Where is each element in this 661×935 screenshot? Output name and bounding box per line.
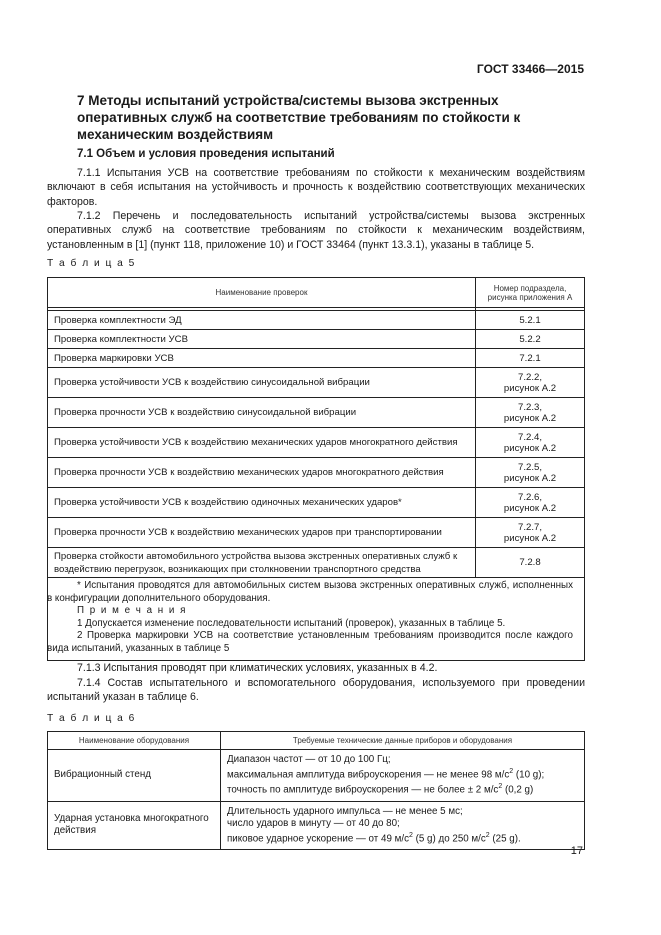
paragraph-7-1-2: 7.1.2 Перечень и последовательность испытаний устройства/системы вызова экстренных оперативных служб на соответствие требованиям по стойкости к механическим воздействиям, установленным в [1] (пункт 118, приложение 10) и ГОСТ 33464 (пункт 13.3.1), указаны в таблице 5. xyxy=(47,210,585,251)
check-name: Проверка комплектности УСВ xyxy=(48,330,476,349)
check-ref: 7.2.3, рисунок А.2 xyxy=(476,398,585,428)
table-row xyxy=(48,488,585,518)
table-row xyxy=(48,801,585,849)
page-number: 17 xyxy=(570,845,583,857)
subsection-title: 7.1 Объем и условия проведения испытаний xyxy=(77,148,335,160)
table5-caption: Т а б л и ц а 5 xyxy=(47,258,136,269)
note-1: 1 Допускается изменение последовательности испытаний (проверок), указанных в таблице 5. xyxy=(77,617,506,629)
check-ref: 7.2.4, рисунок А.2 xyxy=(476,428,585,458)
table-row xyxy=(48,518,585,548)
note-2: 2 Проверка маркировки УСВ на соответствие установленным требованиям производится после каждого вида испытаний, указанных в таблице 5 xyxy=(47,630,573,654)
table5-footnote: * Испытания проводятся для автомобильных систем вызова экстренных оперативных служб, исполненных в конфигурации дополнительного оборудования. xyxy=(47,580,573,604)
table5-notes xyxy=(47,580,573,655)
equipment-name: Вибрационный стенд xyxy=(48,750,221,802)
equipment-specs: Длительность ударного импульса — не менее 5 мс; число ударов в минуту — от 40 до 80; пиковое ударное ускорение — от 49 $м/с^2$ (5 g) до 250 $м/с^2$ (25 g). xyxy=(221,801,585,849)
table-row xyxy=(48,330,585,349)
table6-header-row xyxy=(48,732,585,750)
notes-label: П р и м е ч а н и я xyxy=(77,605,187,616)
check-name: Проверка прочности УСВ к воздействию механических ударов многократного действия xyxy=(48,458,476,488)
table-row xyxy=(48,349,585,368)
table5-col-ref: Номер подраздела, рисунка приложения А xyxy=(476,278,585,308)
check-name: Проверка маркировки УСВ xyxy=(48,349,476,368)
table-row xyxy=(48,368,585,398)
table5-col-name: Наименование проверок xyxy=(48,278,476,308)
check-ref: 5.2.2 xyxy=(476,330,585,349)
check-name: Проверка стойкости автомобильного устройства вызова экстренных оперативных служб к воздействию перегрузок, возникающих при столкновении транспортного средства xyxy=(48,548,476,578)
equipment-specs: Диапазон частот — от 10 до 100 Гц; максимальная амплитуда виброускорения — не менее 98 $м/с^2$ (10 g); точность по амплитуде виброускорения — не более ± 2 $м/с^2$ (0,2 g) xyxy=(221,750,585,802)
paragraph-7-1-3: 7.1.3 Испытания проводят при климатических условиях, указанных в 4.2. xyxy=(77,662,438,674)
table6-caption: Т а б л и ц а 6 xyxy=(47,713,136,724)
check-name: Проверка прочности УСВ к воздействию синусоидальной вибрации xyxy=(48,398,476,428)
table-row xyxy=(48,750,585,802)
table6-col-equipment: Наименование оборудования xyxy=(48,732,221,750)
check-name: Проверка прочности УСВ к воздействию механических ударов при транспортировании xyxy=(48,518,476,548)
check-ref: 7.2.6, рисунок А.2 xyxy=(476,488,585,518)
check-ref: 7.2.5, рисунок А.2 xyxy=(476,458,585,488)
table-row xyxy=(48,428,585,458)
table5-header-row xyxy=(48,278,585,308)
check-name: Проверка устойчивости УСВ к воздействию синусоидальной вибрации xyxy=(48,368,476,398)
paragraph-7-1-1: 7.1.1 Испытания УСВ на соответствие требованиям по стойкости к механическим воздействиям включают в себя испытания на устойчивость и прочность к воздействию соответствующих механических факторов. xyxy=(47,167,585,208)
table-6 xyxy=(47,731,585,850)
check-ref: 7.2.8 xyxy=(476,548,585,578)
table-row xyxy=(48,548,585,578)
table-row xyxy=(48,311,585,330)
document-id: ГОСТ 33466—2015 xyxy=(476,62,584,76)
check-ref: 5.2.1 xyxy=(476,311,585,330)
check-name: Проверка устойчивости УСВ к воздействию одиночных механических ударов* xyxy=(48,488,476,518)
check-ref: 7.2.7, рисунок А.2 xyxy=(476,518,585,548)
table6-col-specs: Требуемые технические данные приборов и оборудования xyxy=(221,732,585,750)
equipment-name: Ударная установка многократного действия xyxy=(48,801,221,849)
check-name: Проверка устойчивости УСВ к воздействию механических ударов многократного действия xyxy=(48,428,476,458)
check-ref: 7.2.1 xyxy=(476,349,585,368)
section-title: 7 Методы испытаний устройства/системы вызова экстренных оперативных служб на соответствие требованиям по стойкости к механическим воздействиям xyxy=(77,93,521,142)
check-ref: 7.2.2, рисунок А.2 xyxy=(476,368,585,398)
check-name: Проверка комплектности ЭД xyxy=(48,311,476,330)
paragraph-7-1-4: 7.1.4 Состав испытательного и вспомогательного оборудования, используемого при проведении испытаний указан в таблице 6. xyxy=(47,677,585,704)
table-row xyxy=(48,458,585,488)
table-row xyxy=(48,398,585,428)
